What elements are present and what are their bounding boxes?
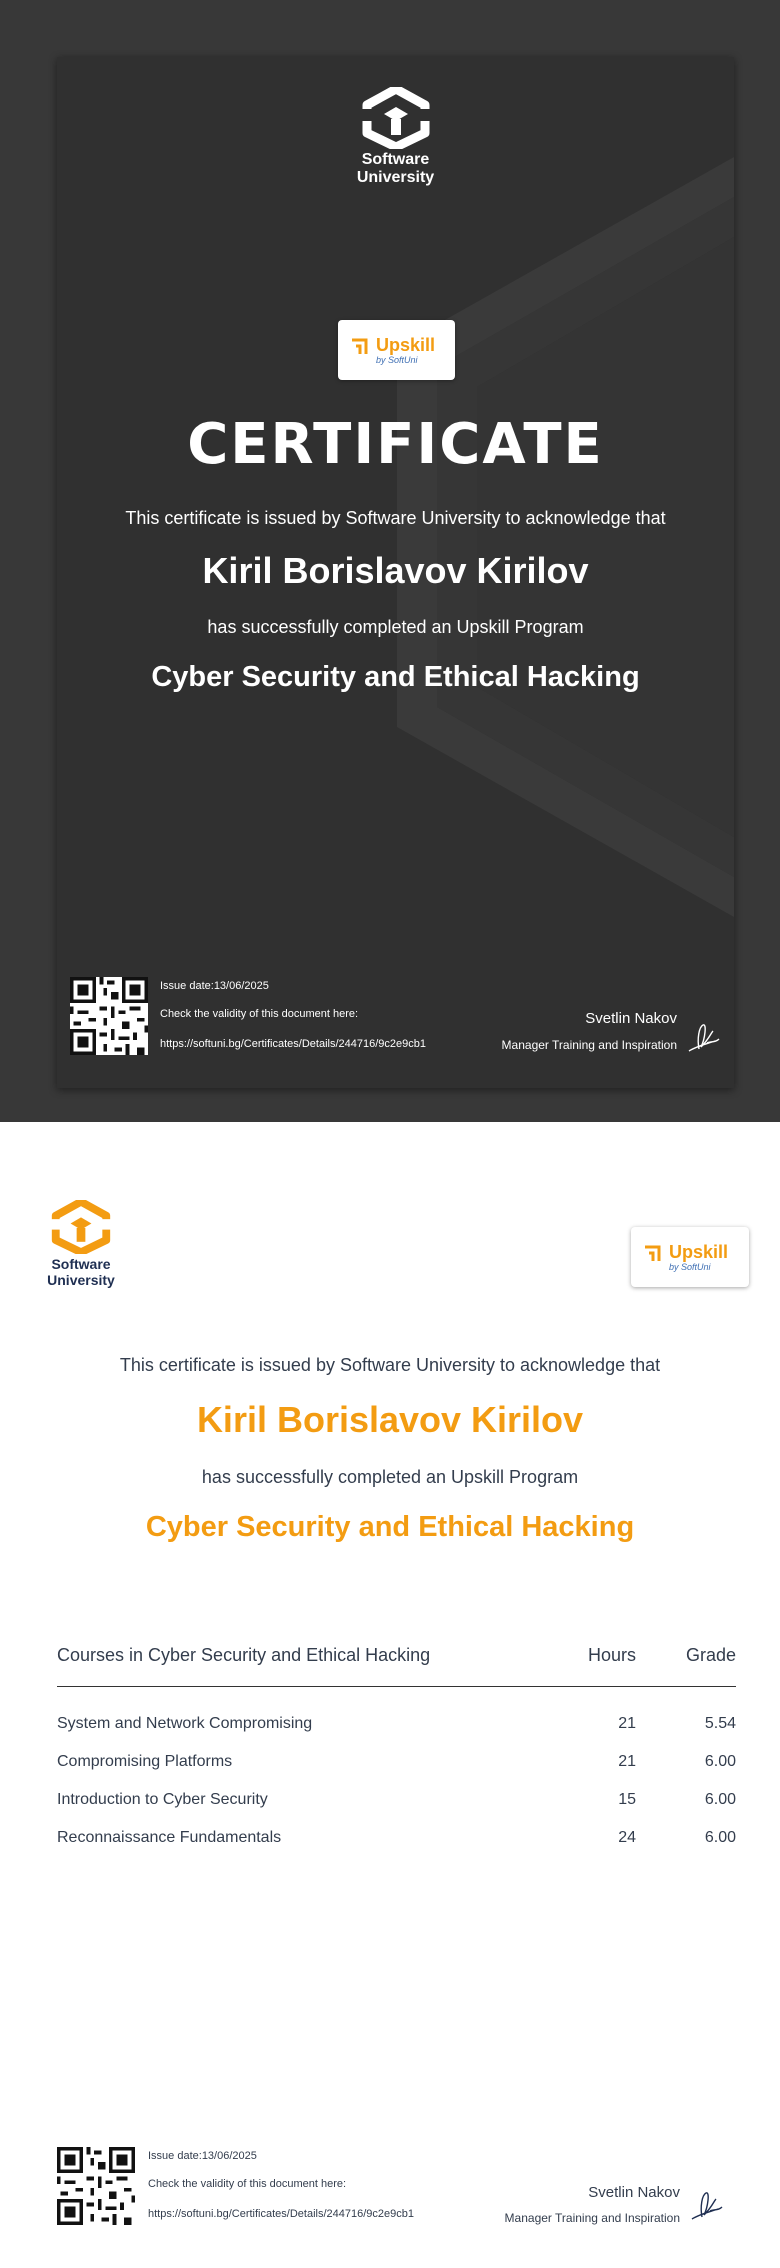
course-hours: 15: [618, 1791, 636, 1808]
course-name: Reconnaissance Fundamentals: [57, 1829, 282, 1846]
course-grade: 6.00: [704, 1791, 736, 1808]
signer-title: Manager Training and Inspiration: [504, 2211, 680, 2225]
validity-url[interactable]: https://softuni.bg/Certificates/Details/244716/9c2e9cb1: [148, 2208, 414, 2220]
validity-url[interactable]: https://softuni.bg/Certificates/Details/244716/9c2e9cb1: [160, 1038, 426, 1050]
header-grade: Grade: [636, 1645, 736, 1687]
table-row: [57, 1781, 736, 1819]
signer-name: Svetlin Nakov: [588, 2184, 680, 2201]
softuni-logo-color: [40, 1200, 122, 1288]
upskill-sub: by SoftUni: [376, 355, 418, 365]
logo-line-1: Software: [361, 151, 430, 168]
table-header-row: [57, 1645, 736, 1687]
completed-text: has successfully completed an Upskill Program: [207, 617, 584, 637]
table-row: [57, 1819, 736, 1857]
recipient-name: Kiril Borislavov Kirilov: [196, 1399, 584, 1440]
course-hours: 21: [618, 1715, 636, 1732]
signer-name: Svetlin Nakov: [585, 1010, 677, 1027]
course-name: System and Network Compromising: [57, 1715, 313, 1732]
certificate-page-light: [0, 1122, 780, 2268]
certificate-page-dark: [0, 0, 780, 1122]
logo-line-2: University: [356, 169, 435, 186]
validity-check-text: Check the validity of this document here:: [148, 2178, 347, 2190]
signature-icon: [688, 2187, 728, 2223]
qr-code-icon[interactable]: [57, 2147, 135, 2225]
softuni-logo-icon: [361, 87, 431, 149]
intro-text: This certificate is issued by Software University to acknowledge that: [119, 1355, 661, 1375]
completed-text: has successfully completed an Upskill Program: [201, 1467, 579, 1487]
upskill-badge: [631, 1227, 749, 1287]
softuni-logo: [57, 87, 734, 187]
upskill-logo-icon: [350, 335, 372, 355]
upskill-sub: by SoftUni: [669, 1262, 711, 1272]
courses-table: [57, 1645, 736, 1857]
header-course: Courses in Cyber Security and Ethical Hacking: [57, 1645, 546, 1687]
logo-line-2: University: [47, 1272, 115, 1288]
course-name: Compromising Platforms: [57, 1753, 233, 1770]
intro-text: This certificate is issued by Software University to acknowledge that: [125, 508, 666, 528]
issue-date: Issue date:13/06/2025: [148, 2150, 257, 2162]
course-name: Introduction to Cyber Security: [57, 1791, 268, 1808]
table-row: [57, 1687, 736, 1744]
logo-line-1: Software: [51, 1256, 111, 1272]
qr-code-icon[interactable]: [70, 977, 148, 1055]
course-grade: 5.54: [704, 1715, 736, 1732]
course-hours: 24: [618, 1829, 636, 1846]
certificate-card: [57, 57, 734, 1088]
course-title: Cyber Security and Ethical Hacking: [145, 1511, 635, 1543]
validity-check-text: Check the validity of this document here:: [160, 1008, 359, 1020]
issue-date: Issue date:13/06/2025: [160, 980, 269, 992]
course-grade: 6.00: [704, 1753, 736, 1770]
upskill-word: Upskill: [376, 335, 436, 355]
course-title: Cyber Security and Ethical Hacking: [151, 661, 640, 693]
course-grade: 6.00: [704, 1829, 736, 1846]
upskill-badge: [338, 320, 455, 380]
signature-icon: [685, 1019, 725, 1055]
upskill-word: Upskill: [669, 1242, 729, 1262]
table-row: [57, 1743, 736, 1781]
header-hours: Hours: [546, 1645, 636, 1687]
signer-title: Manager Training and Inspiration: [501, 1038, 677, 1052]
softuni-logo-icon: [50, 1200, 112, 1254]
certificate-title: CERTIFICATE: [187, 412, 604, 477]
upskill-logo-icon: [643, 1242, 665, 1262]
course-hours: 21: [618, 1753, 636, 1770]
recipient-name: Kiril Borislavov Kirilov: [202, 550, 589, 591]
